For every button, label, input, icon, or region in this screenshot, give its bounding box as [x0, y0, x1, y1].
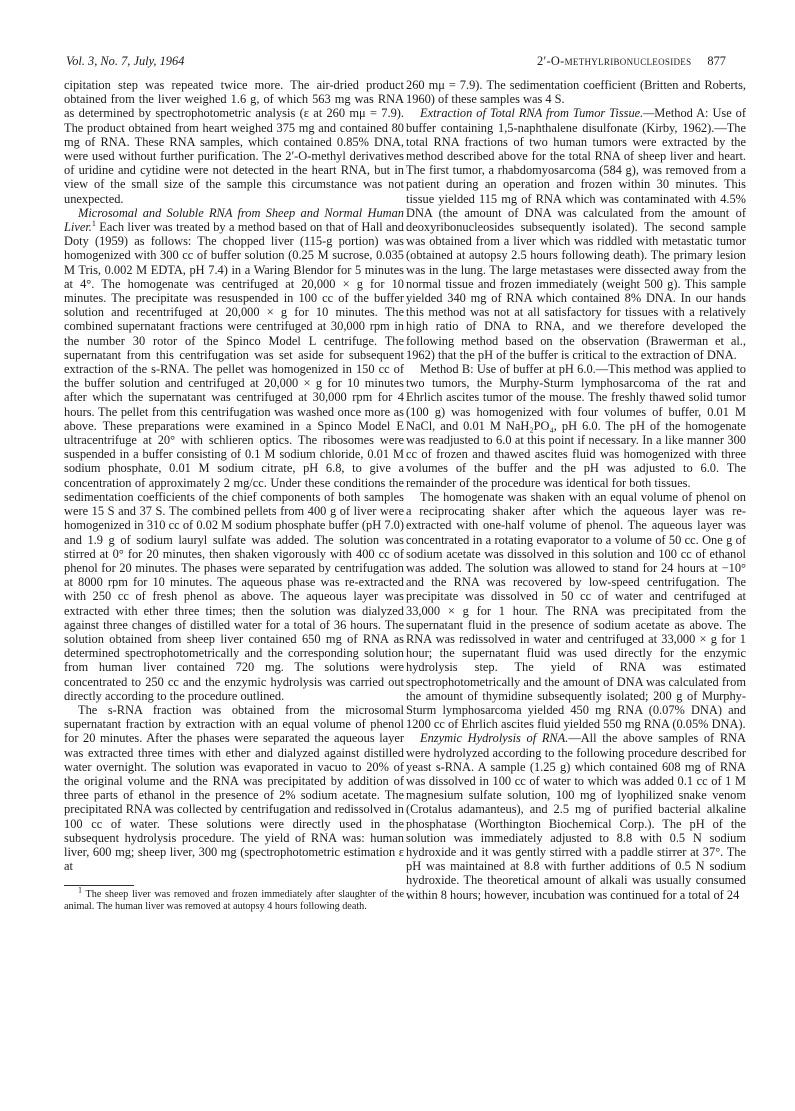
- section-heading-tumor-extraction: Extraction of Total RNA from Tumor Tissue.—: [420, 106, 655, 121]
- paragraph-sedimentation: 260 mμ = 7.9). The sedimentation coefficient (Britten and Roberts, 1960) of these samples was 4 S.: [406, 78, 746, 107]
- footnote-number: 1: [78, 885, 82, 895]
- footnote: [64, 885, 404, 913]
- paragraph-method-a: [406, 106, 746, 362]
- header-right: [537, 54, 726, 69]
- page-number: 877: [707, 54, 726, 68]
- paragraph-microsomal-rna: [64, 206, 404, 703]
- paragraph-srna-fraction: The s-RNA fraction was obtained from the microsomal supernatant fraction by extraction with an equal volume of phenol for 20 minutes. After the phases were separated the aqueous layer was extracted three times with ether and dialyzed against distilled water overnight. The solution was evaporated in vacuo to 20% of the original volume and the RNA was precipitated by addition of three parts of ethanol in the presence of 2% sodium acetate. The precipitated RNA was collected by centrifugation and redissolved in 100 cc of water. These solutions were directly used in the subsequent hydrolysis procedure. The yield of RNA was: human liver, 600 mg; sheep liver, 300 mg (spectrophotometric estimation ε at: [64, 702, 404, 874]
- section-heading-enzymic: Enzymic Hydrolysis of RNA.: [420, 731, 569, 746]
- paragraph-method-a-body: Method A: Use of buffer containing 1,5-naphthalene disulfonate (Kirby, 1962).—The total RNA fractions of two human tumors were extracted by the method described above for the total RNA of sheep liver and heart. The first tumor, a rhabdomyosarcoma (584 g), was removed from a patient during an operation and frozen within 30 minutes. This tissue yielded 115 mg of RNA which was contaminated with 4.5% DNA (the amount of DNA was calculated from the amount of deoxyribonucleosides subsequently isolated). The second sample was obtained from a liver which was riddled with metastatic tumor (obtained at autopsy 2.5 hours following death). The primary lesion was in the lung. The large metastases were dissected away from the normal tissue and frozen immediately (weight 500 g). This sample yielded 340 mg of RNA which contained 8% DNA. In our hands this method was not at all satisfactory for tissues with a relatively high ratio of DNA to RNA, and we therefore developed the following method based on the observation (Brawerman et al., 1962) that the pH of the buffer is critical to the extraction of DNA.: [406, 106, 747, 362]
- footnote-text: The sheep liver was removed and frozen immediately after slaughter of the animal. The human liver was removed at autopsy 4 hours following death.: [64, 889, 404, 913]
- footnote-marker: 1: [91, 218, 96, 228]
- left-column: [64, 78, 404, 913]
- paragraph-method-b: Method B: Use of buffer at pH 6.0.—This method was applied to two tumors, the Murphy-Sturm lymphosarcoma of the rat and Ehrlich ascites tumor of the mouse. The freshly thawed solid tumor (100 g) was homogenized with four volumes of buffer, 0.01 M NaCl, and 0.01 M NaH₂PO₄, pH 6.0. The pH of the homogenate was readjusted to 6.0 at this point if necessary. In a like manner 300 cc of frozen and thawed ascites fluid was homogenized with three volumes of the buffer and the pH was adjusted to 6.0. The remainder of the procedure was identical for both tissues.: [406, 362, 746, 490]
- paragraph-microsomal-body: Each liver was treated by a method based on that of Hall and Doty (1959) as follows: The chopped liver (115-g portion) was homogenized with 300 cc of buffer solution (0.25 M sucrose, 0.035 M Tris, 0.002 M EDTA, pH 7.4) in a Waring Blendor for 5 minutes at 4°. The homogenate was centrifuged at 20,000 × g for 10 minutes. The precipitate was resuspended in 100 cc of the buffer solution and recentrifuged at 20,000 × g for 10 minutes. The combined supernatant fractions were centrifuged at 30,000 rpm in the number 30 rotor of the Spinco Model L centrifuge. The supernatant from this centrifugation was set aside for subsequent extraction of the s-RNA. The pellet was homogenized in 150 cc of the buffer solution and centrifuged at 20,000 × g for 10 minutes after which the supernatant was centrifuged at 30,000 rpm for 4 hours. The pellet from this centrifugation was washed once more as above. These preparations were examined in a Spinco Model E ultracentrifuge at 20° with schlieren optics. The ribosomes were suspended in a buffer consisting of 0.1 M sodium chloride, 0.01 M sodium phosphate, 0.01 M sodium citrate, pH 6.8, to give a concentration of approximately 2 mg/cc. Under these conditions the sedimentation coefficients of the chief components of both samples were 15 S and 37 S. The combined pellets from 400 g of liver were homogenized in 310 cc of 0.02 M sodium phosphate buffer (pH 7.0) and 1.9 g of sodium lauryl sulfate was added. The solution was stirred at 0° for 20 minutes, then shaken vigorously with 400 cc of phenol for 20 minutes. The phases were separated by centrifugation at 8000 rpm for 10 minutes. The aqueous phase was re-extracted with 250 cc of fresh phenol as above. The aqueous layer was extracted with ether three times; then the solution was dialyzed against three changes of distilled water for a total of 36 hours. The solution obtained from sheep liver contained 650 mg of RNA as determined spectrophotometrically and the corresponding solution from human liver contained 720 mg. The solutions were concentrated to 250 cc and the enzymic hydrolysis was carried out directly according to the procedure outlined.: [64, 220, 404, 703]
- paragraph-liver-heart-yield: cipitation step was repeated twice more. The air-dried product obtained from the liver weighed 1.6 g, of which 563 mg was RNA as determined by spectrophotometric analysis (ε at 260 mμ = 7.9). The product obtained from heart weighed 375 mg and contained 80 mg of RNA. These RNA samples, which contained 0.85% DNA, were used without further purification. The 2′-O-methyl derivatives of uridine and cytidine were not detected in the heart RNA, but in view of the small size of the sample this circumstance was not unexpected.: [64, 78, 404, 206]
- running-title: 2′-O-methylribonucleosides: [537, 54, 692, 68]
- paragraph-enzymic-body: —All the above samples of RNA were hydrolyzed according to the following procedure described for yeast s-RNA. A sample (1.25 g) which contained 608 mg of RNA was dissolved in 100 cc of water to which was added 0.1 cc of 1 M magnesium sulfate solution, 100 mg of lyophilized snake venom (Crotalus adamanteus), and 2.5 mg of purified bacterial alkaline phosphatase (Worthington Biochemical Corp.). The pH of the solution was immediately adjusted to 8.8 with 0.5 N sodium hydroxide and it was gently stirred with a paddle stirrer at 37°. The pH was maintained at 8.8 with further additions of 0.5 N sodium hydroxide. The theoretical amount of alkali was usually consumed within 8 hours; however, incubation was continued for a total of 24: [406, 731, 746, 902]
- section-heading-microsomal: Microsomal and Soluble RNA from Sheep and Normal Human Liver.: [64, 205, 404, 235]
- header-volume-info: Vol. 3, No. 7, July, 1964: [66, 54, 185, 68]
- paragraph-enzymic-hydrolysis: [406, 731, 746, 901]
- paragraph-homogenate: The homogenate was shaken with an equal volume of phenol on a reciprocating shaker after which the aqueous layer was re-extracted with one-half volume of phenol. The aqueous layer was concentrated in a rotating evaporator to a volume of 50 cc. One g of sodium acetate was dissolved in this solution and 100 cc of ethanol was added. The solution was allowed to stand for 24 hours at −10° and the RNA was recovered by low-speed centrifugation. The precipitate was dissolved in 50 cc of water and centrifuged at 33,000 × g for 1 hour. The RNA was precipitated from the supernatant fluid in the presence of sodium acetate as above. The RNA was redissolved in water and centrifuged at 33,000 × g for 1 hour; the supernatant fluid was used directly for the enzymic hydrolysis step. The yield of RNA was estimated spectrophotometrically and the amount of DNA was calculated from the amount of thymidine subsequently isolated; 200 g of Murphy-Sturm lymphosarcoma yielded 450 mg RNA (0.07% DNA) and 1200 cc of Ehrlich ascites fluid yielded 550 mg RNA (0.05% DNA).: [406, 489, 746, 732]
- right-column: [406, 78, 746, 902]
- footnote-rule: [64, 885, 134, 886]
